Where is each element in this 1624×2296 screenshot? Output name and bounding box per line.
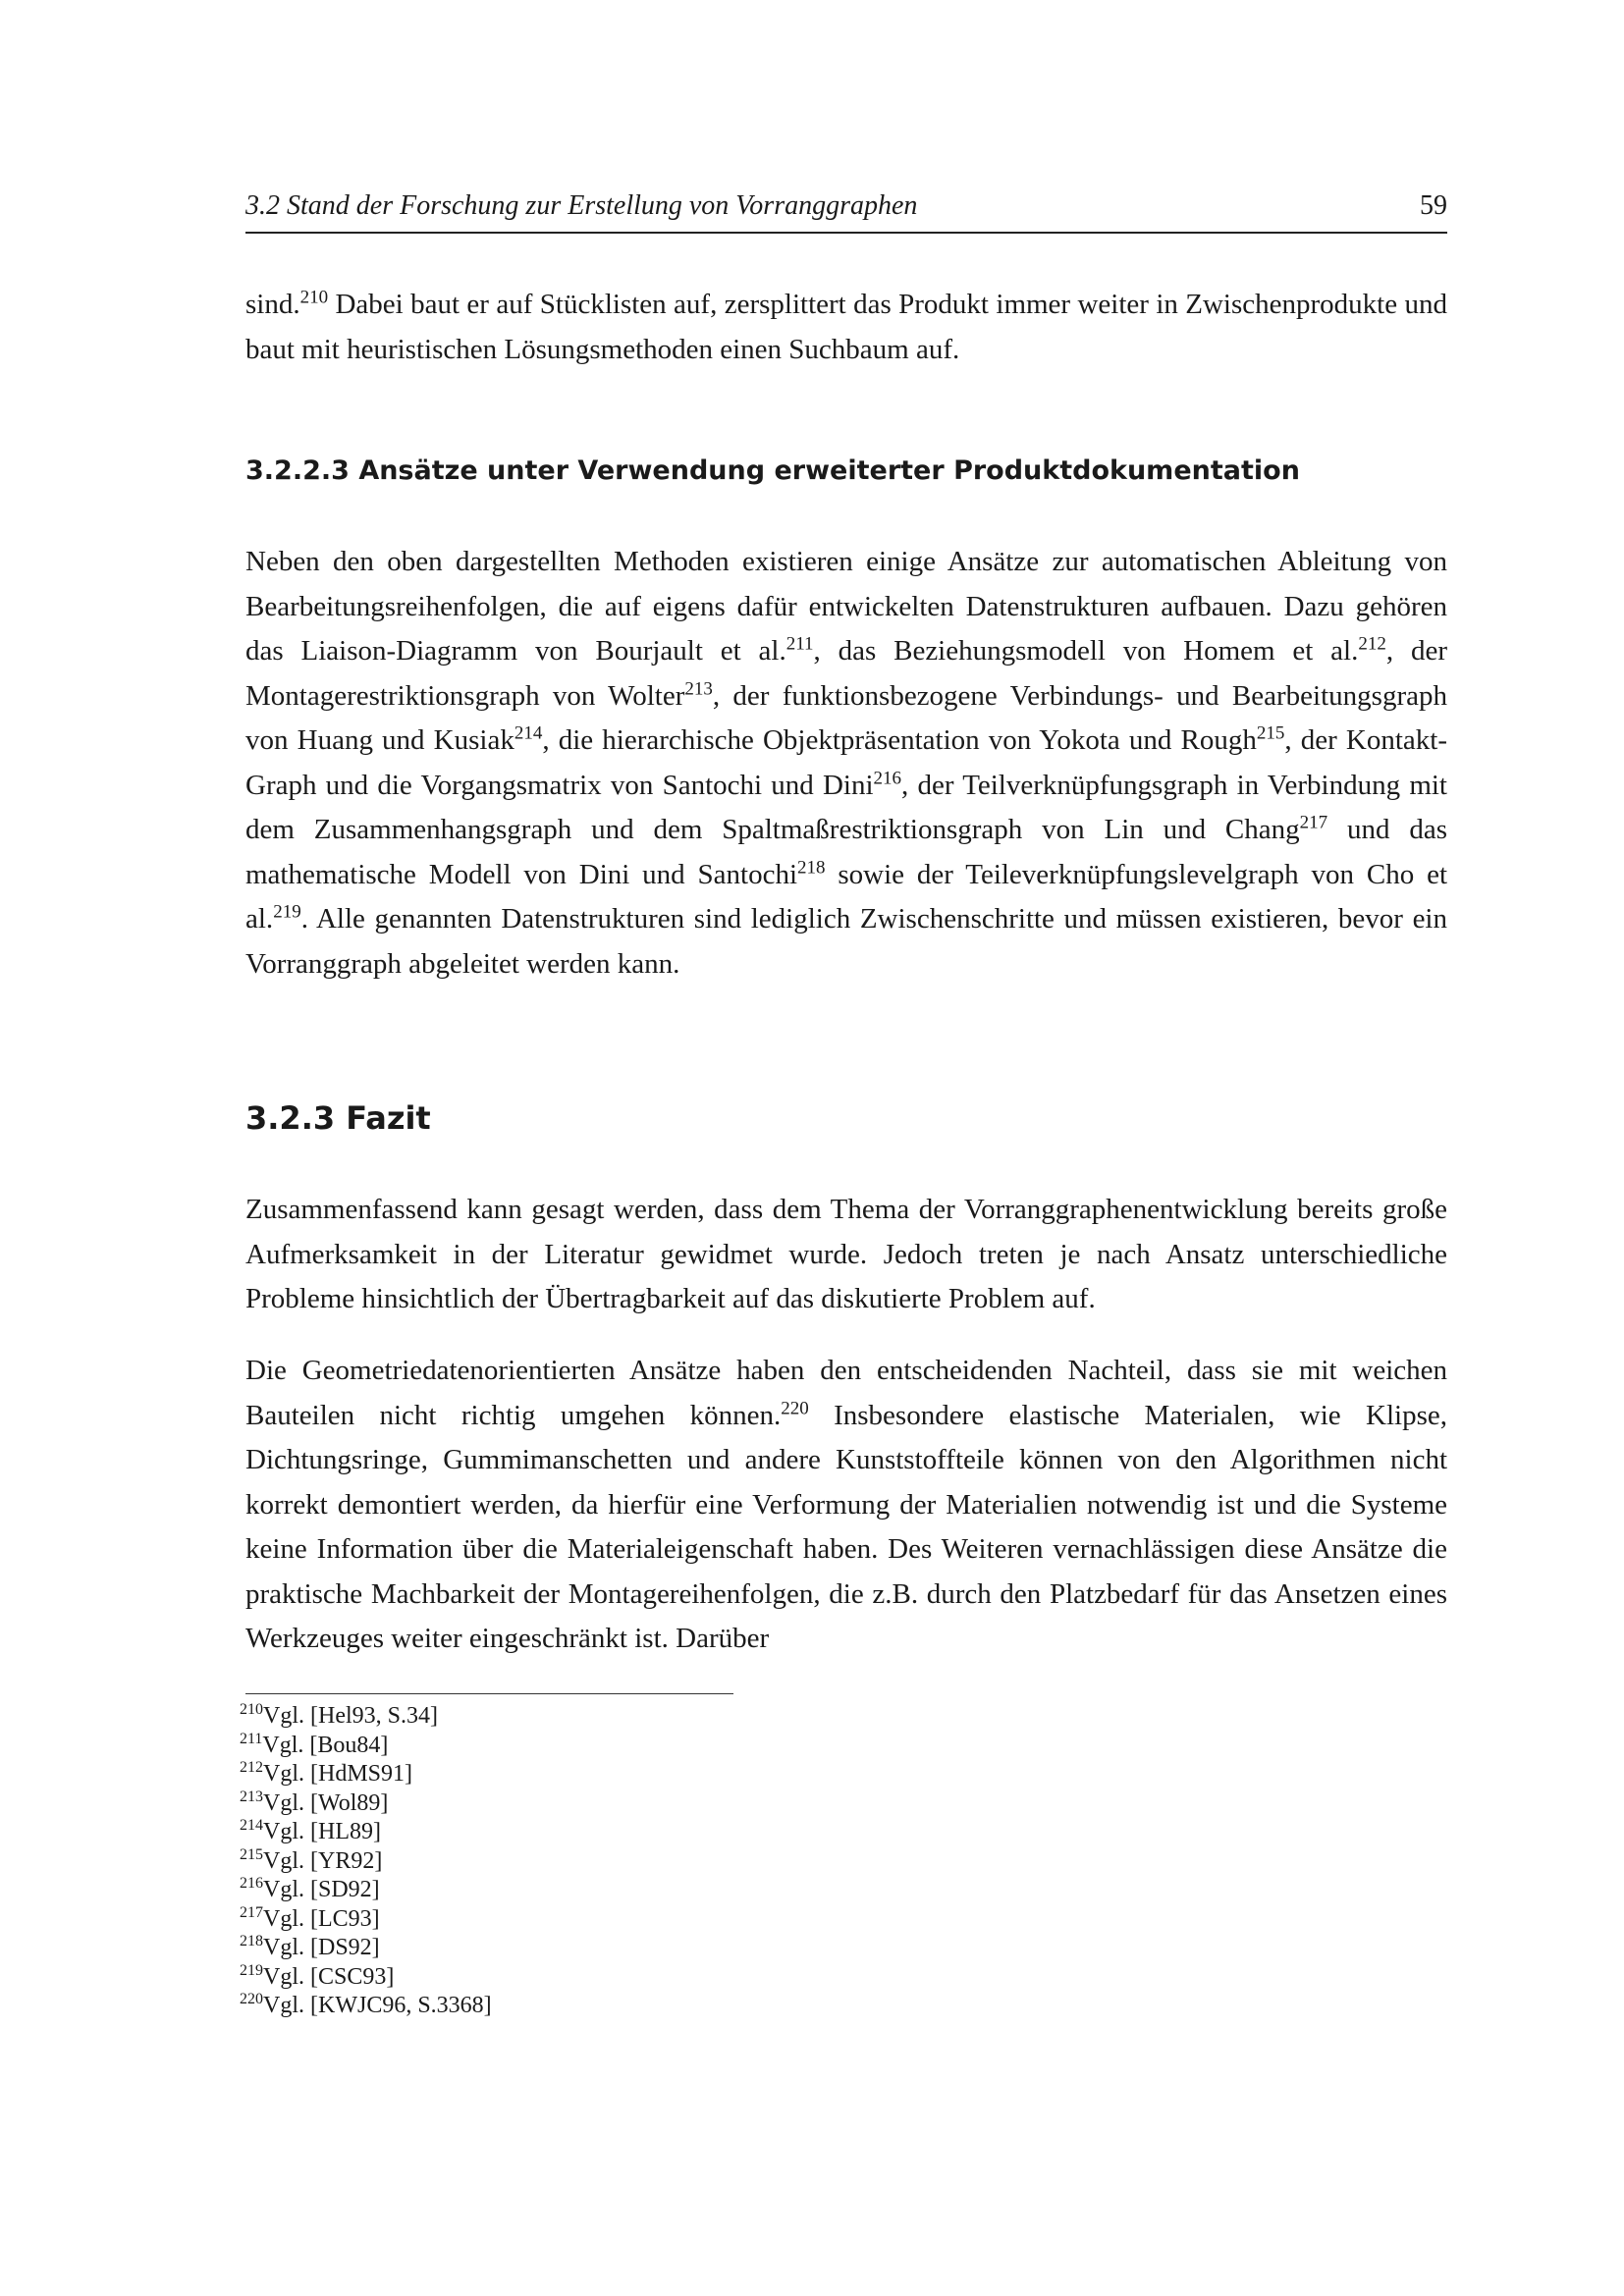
product-documentation-paragraph: Neben den oben dargestellten Methoden existieren einige Ansätze zur automatischen Ableitung von Bearbeitungsreihenfolgen, die auf eigens dafür entwickelten Datenstrukturen aufbauen. Dazu gehören das Liaison-Diagramm von Bourjault et al.$^{211}$, das Beziehungsmodell von Homem et al.$^{212}$, der Montagerestriktionsgraph von Wolter$^{213}$, der funktionsbezogene Verbindungs- und Bearbeitungsgraph von Huang und Kusiak$^{214}$, die hierarchische Objektpräsentation von Yokota und Rough$^{215}$, der Kontakt-Graph und die Vorgangsmatrix von Santochi und Dini$^{216}$, der Teilverknüpfungsgraph in Verbindung mit dem Zusammenhangsgraph und dem Spaltmaßrestriktionsgraph von Lin und Chang$^{217}$ und das mathematische Modell von Dini und Santochi$^{218}$ sowie der Teileverknüpfungslevelgraph von Cho et al.$^{219}$. Alle genannten Datenstrukturen sind lediglich Zwischenschritte und müssen existieren, bevor ein Vorranggraph abgeleitet werden kann. — [245, 546, 1448, 980]
footnote-ref[interactable]: 220 — [781, 1397, 809, 1418]
footnote-ref[interactable]: 212 — [1358, 633, 1386, 655]
footnote-item: $^{217}$Vgl. [LC93] — [240, 1903, 380, 1932]
conclusion-paragraph-2: Die Geometriedatenorientierten Ansätze haben den entscheidenden Nachteil, dass sie mit weichen Bauteilen nicht richtig umgehen können.$^{220}$ Insbesondere elastische Materialen, wie Klipse, Dichtungsringe, Gummimanschetten und andere Kunststoffteile können von den Algorithmen nicht korrekt demontiert werden, da hierfür eine Verformung der Materialien notwendig ist und die Systeme keine Information über die Materialeigenschaft haben. Des Weiteren vernachlässigen diese Ansätze die praktische Machbarkeit der Montagereihenfolgen, die z.B. durch den Platzbedarf für das Ansetzen eines Werkzeuges weiter eingeschränkt ist. Darüber — [245, 1355, 1447, 1654]
running-header-title: 3.2 Stand der Forschung zur Erstellung von Vorranggraphen — [245, 190, 918, 221]
footnote-item: $^{218}$Vgl. [DS92] — [240, 1933, 380, 1960]
footnote-item: $^{211}$Vgl. [Bou84] — [240, 1730, 389, 1758]
footnote-ref[interactable]: 214 — [514, 722, 543, 744]
footnotes-list — [240, 1702, 492, 2021]
footnote-divider — [245, 1693, 733, 1694]
footnote-item: $^{210}$Vgl. [Hel93, S.34] — [240, 1701, 438, 1729]
page-number: 59 — [1420, 190, 1447, 221]
footnote-ref[interactable]: 219 — [273, 901, 301, 923]
footnote-item: $^{215}$Vgl. [YR92] — [240, 1845, 383, 1874]
footnote-ref[interactable]: 218 — [797, 856, 826, 878]
footnote-ref[interactable]: 210 — [299, 287, 329, 308]
conclusion-paragraph-1: Zusammenfassend kann gesagt werden, dass dem Thema der Vorranggraphenentwicklung bereits große Aufmerksamkeit in der Literatur gewidmet wurde. Jedoch treten je nach Ansatz unterschiedliche Probleme hinsichtlich der Übertragbarkeit auf das diskutierte Problem auf. — [245, 1194, 1447, 1314]
intro-paragraph: sind.$^{210}$ Dabei baut er auf Stücklisten auf, zersplittert das Produkt immer weiter in Zwischenprodukte und baut mit heuristischen Lösungsmethoden einen Suchbaum auf. — [245, 287, 1447, 365]
subsubsection-heading: 3.2.2.3 Ansätze unter Verwendung erweiterter Produktdokumentation — [245, 455, 1300, 486]
footnote-item: $^{213}$Vgl. [Wol89] — [240, 1788, 389, 1816]
footnote-ref[interactable]: 213 — [684, 677, 713, 699]
footnote-ref[interactable]: 215 — [1256, 722, 1285, 744]
footnote-ref[interactable]: 217 — [1299, 812, 1328, 833]
footnote-item: $^{212}$Vgl. [HdMS91] — [240, 1759, 413, 1787]
subsection-heading: 3.2.3 Fazit — [245, 1099, 431, 1137]
running-header — [245, 190, 1447, 234]
footnote-ref[interactable]: 216 — [873, 767, 902, 788]
footnote-item: $^{219}$Vgl. [CSC93] — [240, 1961, 395, 1990]
footnote-item: $^{220}$Vgl. [KWJC96, S.3368] — [240, 1991, 492, 2018]
footnote-ref[interactable]: 211 — [785, 633, 814, 655]
footnote-item: $^{214}$Vgl. [HL89] — [240, 1817, 381, 1844]
footnote-item: $^{216}$Vgl. [SD92] — [240, 1875, 380, 1902]
